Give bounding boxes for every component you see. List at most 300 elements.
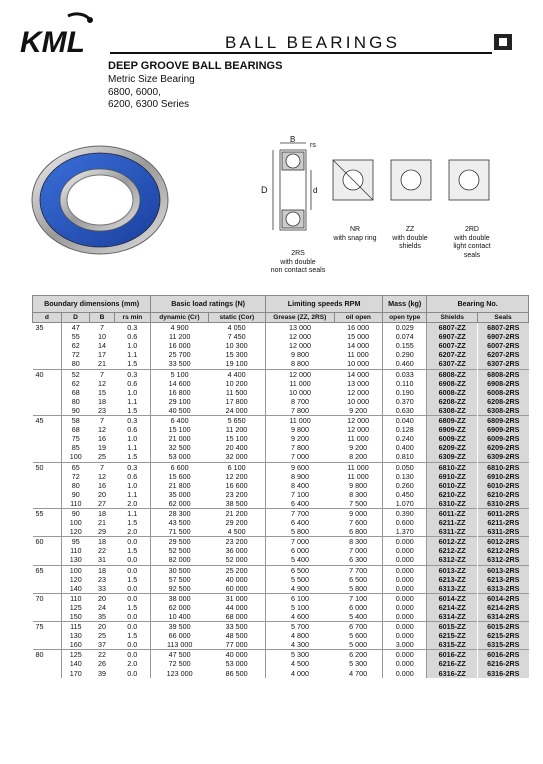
table-cell: 35	[98, 612, 107, 621]
table-cell: 6011-2RS	[478, 508, 529, 518]
table-cell: 4 500	[266, 659, 334, 668]
table-cell: 8 800	[266, 359, 334, 369]
table-cell: 23 200	[225, 489, 248, 499]
table-cell: 0.400	[383, 443, 427, 452]
cross-section-diagram	[255, 135, 525, 235]
cell-d	[33, 603, 62, 612]
table-cell: 16	[98, 434, 107, 444]
table-cell: 24	[98, 602, 107, 612]
table-cell: 13 000	[266, 323, 334, 333]
table-cell: 6013-ZZ	[427, 565, 478, 575]
table-cell: 20	[90, 593, 114, 603]
table-cell: 6 400	[151, 416, 208, 426]
table-cell: 1.1	[114, 508, 151, 518]
table-cell: 6015-ZZ	[427, 622, 478, 632]
table-cell: 6909-2RS	[478, 425, 529, 434]
table-cell: 40 500	[151, 406, 208, 416]
cell-d	[33, 546, 62, 555]
table-cell: 23 200	[208, 537, 265, 547]
table-cell: 7 000	[266, 537, 334, 547]
table-cell: 21 200	[208, 508, 265, 518]
table-cell: 18	[90, 537, 114, 547]
table-cell: 6809-ZZ	[427, 416, 478, 426]
table-cell: 0.000	[383, 622, 427, 632]
table-cell: 40 000	[225, 574, 248, 584]
table-row	[33, 527, 529, 537]
table-cell: 38 000	[151, 593, 208, 603]
table-cell: 72 500	[151, 659, 208, 668]
col-oil: oil open	[334, 313, 383, 323]
table-cell: 16 800	[151, 388, 208, 397]
table-cell: 47	[61, 323, 90, 333]
table-cell: 10 000	[347, 359, 370, 369]
cell-d	[33, 443, 62, 452]
table-cell: 125	[69, 602, 82, 612]
table-cell: 16	[98, 480, 107, 490]
table-cell: 6808-ZZ	[427, 369, 478, 379]
table-cell: 100	[69, 518, 82, 528]
cell-d: 80	[33, 650, 62, 660]
table-cell: 4 400	[208, 369, 265, 379]
table-cell: 6214-ZZ	[427, 603, 478, 612]
table-cell: 0.000	[383, 631, 427, 640]
table-cell: 7 000	[349, 546, 368, 556]
table-row	[33, 481, 529, 490]
table-cell: 18	[90, 508, 114, 518]
table-cell: 6314-2RS	[478, 612, 529, 622]
table-cell: 12 000	[347, 387, 370, 397]
table-cell: 12 000	[347, 425, 370, 435]
table-cell: 5 300	[266, 650, 334, 660]
table-cell: 62	[71, 341, 80, 351]
table-cell: 6308-ZZ	[427, 406, 478, 416]
table-cell: 5 100	[151, 369, 208, 379]
table-cell: 82 000	[151, 555, 208, 565]
table-cell: 6216-ZZ	[427, 659, 478, 668]
table-cell: 25	[98, 452, 107, 462]
table-cell: 1.5	[127, 518, 138, 528]
table-cell: 10	[98, 332, 107, 342]
table-cell: 15 300	[225, 350, 248, 360]
table-cell: 0.810	[383, 452, 427, 462]
col-d: d	[33, 313, 62, 323]
table-cell: 6007-2RS	[478, 341, 529, 350]
table-cell: 0.000	[383, 537, 427, 547]
table-cell: 0.290	[383, 350, 427, 359]
table-cell: 115	[61, 622, 90, 632]
table-cell: 11 000	[266, 416, 334, 426]
table-cell: 1.0	[127, 387, 138, 397]
table-cell: 6809-2RS	[478, 416, 529, 426]
table-cell: 15 100	[151, 425, 208, 434]
table-cell: 9 600	[266, 462, 334, 472]
cell-d	[33, 434, 62, 443]
table-cell: 10 200	[225, 378, 248, 388]
table-cell: 1.0	[127, 480, 138, 490]
table-row	[33, 323, 529, 333]
col-open-type: open type	[383, 313, 427, 323]
table-row	[33, 462, 529, 472]
table-cell: 68	[71, 425, 80, 435]
table-cell: 2.0	[127, 659, 138, 669]
table-cell: 5 650	[208, 416, 265, 426]
table-cell: 62 000	[151, 499, 208, 509]
table-cell: 6213-2RS	[478, 575, 529, 584]
table-cell: 35 000	[151, 490, 208, 499]
caption-2rd: 2RD with double light contact seals	[453, 226, 491, 259]
table-row	[33, 508, 529, 518]
table-cell: 16 000	[151, 341, 208, 350]
table-cell: 6207-2RS	[478, 350, 529, 359]
table-cell: 6909-ZZ	[427, 425, 478, 434]
table-cell: 21 800	[151, 481, 208, 490]
table-cell: 6810-ZZ	[427, 462, 478, 472]
table-cell: 68	[71, 387, 80, 397]
table-cell: 6908-2RS	[478, 379, 529, 388]
table-cell: 14 600	[151, 379, 208, 388]
table-cell: 21 000	[151, 434, 208, 443]
table-cell: 7 000	[266, 452, 334, 462]
table-cell: 33 500	[208, 622, 265, 632]
table-cell: 95	[61, 537, 90, 547]
table-row	[33, 379, 529, 388]
table-cell: 25 200	[208, 565, 265, 575]
table-cell: 130	[69, 555, 82, 565]
table-cell: 80	[71, 480, 80, 490]
table-cell: 11 000	[347, 350, 369, 360]
table-cell: 6210-2RS	[478, 490, 529, 499]
table-cell: 5 800	[349, 583, 368, 593]
table-cell: 0.000	[383, 555, 427, 565]
table-cell: 72	[71, 471, 80, 481]
table-cell: 14 000	[334, 369, 383, 379]
table-cell: 29 100	[151, 397, 208, 406]
table-cell: 6010-2RS	[478, 481, 529, 490]
table-row	[33, 565, 529, 575]
table-cell: 6313-ZZ	[427, 584, 478, 594]
table-cell: 3.000	[383, 640, 427, 650]
table-cell: 16 000	[334, 323, 383, 333]
table-cell: 90	[61, 508, 90, 518]
cell-d	[33, 631, 62, 640]
table-cell: 7 700	[334, 565, 383, 575]
table-cell: 62 000	[151, 603, 208, 612]
table-cell: 4 600	[266, 612, 334, 622]
table-cell: 0.000	[383, 546, 427, 555]
table-row	[33, 406, 529, 416]
table-cell: 5 000	[349, 640, 368, 650]
cell-d	[33, 359, 62, 369]
table-cell: 0.000	[383, 659, 427, 668]
cell-d: 60	[33, 537, 62, 547]
table-cell: 0.074	[383, 332, 427, 341]
table-cell: 7	[90, 369, 114, 379]
table-row	[33, 603, 529, 612]
table-cell: 31	[98, 555, 107, 565]
table-cell: 5 600	[349, 631, 368, 641]
table-cell: 13 000	[347, 378, 370, 388]
table-cell: 6014-ZZ	[427, 593, 478, 603]
table-cell: 6207-ZZ	[427, 350, 478, 359]
table-cell: 120	[69, 527, 82, 537]
table-cell: 8 400	[266, 481, 334, 490]
table-cell: 15 600	[151, 472, 208, 481]
table-cell: 68 000	[225, 612, 248, 621]
table-cell: 48 500	[225, 631, 248, 641]
table-cell: 7 450	[227, 332, 246, 342]
table-cell: 0.0	[114, 593, 151, 603]
table-cell: 77 000	[225, 640, 248, 650]
table-cell: 4 800	[266, 631, 334, 640]
table-cell: 6312-ZZ	[427, 555, 478, 565]
caption-nr: NR with snap ring	[333, 226, 377, 242]
table-cell: 0.130	[383, 472, 427, 481]
cell-d: 70	[33, 593, 62, 603]
cell-d	[33, 575, 62, 584]
table-cell: 7 500	[349, 498, 368, 508]
table-cell: 160	[69, 640, 82, 650]
table-cell: 6009-ZZ	[427, 434, 478, 443]
product-line: 6800, 6000,	[108, 86, 161, 98]
table-row	[33, 640, 529, 650]
table-cell: 0.0	[127, 555, 138, 565]
table-cell: 16 600	[225, 480, 248, 490]
table-cell: 38 500	[225, 498, 248, 508]
table-cell: 39	[98, 668, 107, 678]
table-cell: 0.128	[383, 425, 427, 434]
table-cell: 0.110	[383, 379, 427, 388]
table-cell: 6307-2RS	[478, 359, 529, 369]
table-cell: 8 700	[266, 397, 334, 406]
table-cell: 7	[90, 323, 114, 333]
cell-d: 55	[33, 508, 62, 518]
table-cell: 110	[70, 546, 82, 556]
cell-d	[33, 669, 62, 678]
table-cell: 0.050	[383, 462, 427, 472]
table-cell: 5 300	[349, 659, 368, 669]
table-cell: 53 000	[225, 659, 248, 669]
table-cell: 9 200	[266, 434, 334, 443]
product-line: Metric Size Bearing	[108, 74, 195, 85]
table-row	[33, 537, 529, 547]
table-cell: 6215-ZZ	[427, 631, 478, 640]
table-row	[33, 443, 529, 452]
table-cell: 39 500	[151, 622, 208, 632]
table-cell: 0.6	[127, 471, 138, 481]
table-row	[33, 359, 529, 369]
table-cell: 11 000	[334, 462, 383, 472]
table-cell: 6309-2RS	[478, 452, 529, 462]
header-bearing-no: Bearing No.	[427, 296, 529, 313]
table-cell: 6315-ZZ	[427, 640, 478, 650]
table-cell: 80	[71, 359, 80, 369]
table-cell: 4 000	[266, 669, 334, 678]
table-cell: 29	[98, 527, 107, 537]
product-description	[108, 74, 195, 112]
table-cell: 6015-2RS	[478, 622, 529, 632]
table-cell: 5 800	[266, 527, 334, 537]
table-cell: 1.5	[127, 452, 138, 462]
table-cell: 6008-ZZ	[427, 388, 478, 397]
table-cell: 0.000	[383, 593, 427, 603]
table-cell: 7 600	[349, 518, 368, 528]
table-cell: 6808-2RS	[478, 369, 529, 379]
table-cell: 11 200	[151, 332, 208, 341]
table-row	[33, 555, 529, 565]
table-cell: 47 500	[151, 650, 208, 660]
table-cell: 6310-2RS	[478, 499, 529, 509]
table-cell: 6309-ZZ	[427, 452, 478, 462]
table-cell: 0.3	[114, 369, 151, 379]
table-cell: 0.260	[383, 481, 427, 490]
table-cell: 100	[61, 565, 90, 575]
table-cell: 65	[61, 462, 90, 472]
table-cell: 0.000	[383, 612, 427, 622]
table-cell: 8 200	[349, 452, 368, 462]
table-cell: 33 500	[151, 359, 208, 369]
table-row	[33, 388, 529, 397]
table-cell: 31 000	[208, 593, 265, 603]
col-dynamic: dynamic (Cr)	[151, 313, 208, 323]
table-cell: 6009-2RS	[478, 434, 529, 443]
header-speed: Limiting speeds RPM	[266, 296, 383, 313]
table-cell: 9 200	[349, 443, 368, 453]
table-cell: 43 500	[151, 518, 208, 527]
col-rs: rs min	[114, 313, 151, 323]
table-cell: 6 100	[266, 593, 334, 603]
table-row	[33, 659, 529, 668]
table-row	[33, 490, 529, 499]
table-cell: 6208-ZZ	[427, 397, 478, 406]
svg-text:B: B	[290, 135, 296, 144]
col-seals: Seals	[478, 313, 529, 323]
table-cell: 1.5	[127, 602, 138, 612]
table-cell: 6016-2RS	[478, 650, 529, 660]
table-cell: 21	[98, 518, 107, 528]
cell-d	[33, 388, 62, 397]
table-cell: 6211-ZZ	[427, 518, 478, 527]
table-cell: 0.000	[383, 584, 427, 594]
cell-d: 35	[33, 323, 62, 333]
table-cell: 0.000	[383, 603, 427, 612]
table-cell: 33	[98, 583, 107, 593]
cell-d	[33, 640, 62, 650]
table-cell: 0.600	[383, 518, 427, 527]
table-cell: 18	[98, 396, 107, 406]
table-cell: 58	[61, 416, 90, 426]
table-cell: 20 400	[225, 443, 248, 453]
table-row	[33, 425, 529, 434]
cell-d	[33, 350, 62, 359]
table-cell: 20	[98, 489, 107, 499]
table-cell: 6310-ZZ	[427, 499, 478, 509]
table-cell: 6307-ZZ	[427, 359, 478, 369]
cell-d	[33, 527, 62, 537]
table-cell: 6011-ZZ	[427, 508, 478, 518]
table-cell: 6910-2RS	[478, 472, 529, 481]
svg-text:d: d	[313, 186, 318, 195]
table-cell: 5 400	[349, 612, 368, 621]
table-cell: 5 500	[266, 575, 334, 584]
table-cell: 22	[90, 650, 114, 660]
table-cell: 1.5	[127, 359, 138, 369]
table-cell: 6907-ZZ	[427, 332, 478, 341]
table-row	[33, 546, 529, 555]
table-cell: 6012-ZZ	[427, 537, 478, 547]
table-cell: 140	[69, 659, 82, 669]
cell-d	[33, 472, 62, 481]
table-cell: 9 800	[266, 425, 334, 434]
table-cell: 0.450	[383, 490, 427, 499]
table-cell: 7	[90, 416, 114, 426]
table-cell: 0.3	[114, 416, 151, 426]
table-cell: 0.033	[383, 369, 427, 379]
table-cell: 57 500	[151, 575, 208, 584]
table-cell: 52 000	[225, 555, 248, 565]
table-cell: 72	[71, 350, 80, 360]
table-cell: 6014-2RS	[478, 593, 529, 603]
product-line: 6200, 6300 Series	[108, 99, 190, 110]
table-cell: 6311-ZZ	[427, 527, 478, 537]
table-row	[33, 593, 529, 603]
table-cell: 113 000	[151, 640, 208, 650]
header-mass: Mass (kg)	[383, 296, 427, 313]
table-cell: 7	[90, 462, 114, 472]
table-cell: 6212-ZZ	[427, 546, 478, 555]
table-cell: 12	[98, 471, 107, 481]
table-cell: 6807-2RS	[478, 323, 529, 333]
table-cell: 14	[98, 341, 107, 351]
table-cell: 80	[71, 396, 80, 406]
caption-zz: ZZ with double shields	[392, 226, 428, 250]
table-row	[33, 332, 529, 341]
table-cell: 37	[98, 640, 107, 650]
table-cell: 6910-ZZ	[427, 472, 478, 481]
table-cell: 8 300	[349, 489, 368, 499]
table-cell: 1.1	[127, 489, 138, 499]
table-cell: 6316-2RS	[478, 669, 529, 678]
table-cell: 29 500	[151, 537, 208, 547]
table-cell: 0.6	[127, 425, 138, 435]
table-body	[33, 323, 529, 678]
table-cell: 4 900	[266, 584, 334, 594]
cell-d	[33, 659, 62, 668]
table-cell: 6308-2RS	[478, 406, 529, 416]
table-cell: 6 500	[266, 565, 334, 575]
table-cell: 36 000	[225, 546, 248, 556]
table-cell: 150	[69, 612, 82, 621]
table-cell: 6216-2RS	[478, 659, 529, 668]
table-cell: 0.155	[383, 341, 427, 350]
table-cell: 0.0	[114, 650, 151, 660]
table-cell: 0.390	[383, 508, 427, 518]
table-cell: 6907-2RS	[478, 332, 529, 341]
table-cell: 4 050	[208, 323, 265, 333]
table-cell: 18	[90, 565, 114, 575]
table-row	[33, 499, 529, 509]
table-cell: 0.6	[127, 332, 138, 342]
table-cell: 6016-ZZ	[427, 650, 478, 660]
table-cell: 7 700	[266, 508, 334, 518]
table-cell: 6 500	[349, 574, 368, 584]
table-cell: 0.0	[127, 583, 138, 593]
table-cell: 6013-2RS	[478, 565, 529, 575]
svg-text:rs: rs	[310, 142, 316, 149]
table-cell: 0.000	[383, 669, 427, 678]
table-cell: 7 800	[266, 443, 334, 452]
table-cell: 6012-2RS	[478, 537, 529, 547]
table-row	[33, 631, 529, 640]
